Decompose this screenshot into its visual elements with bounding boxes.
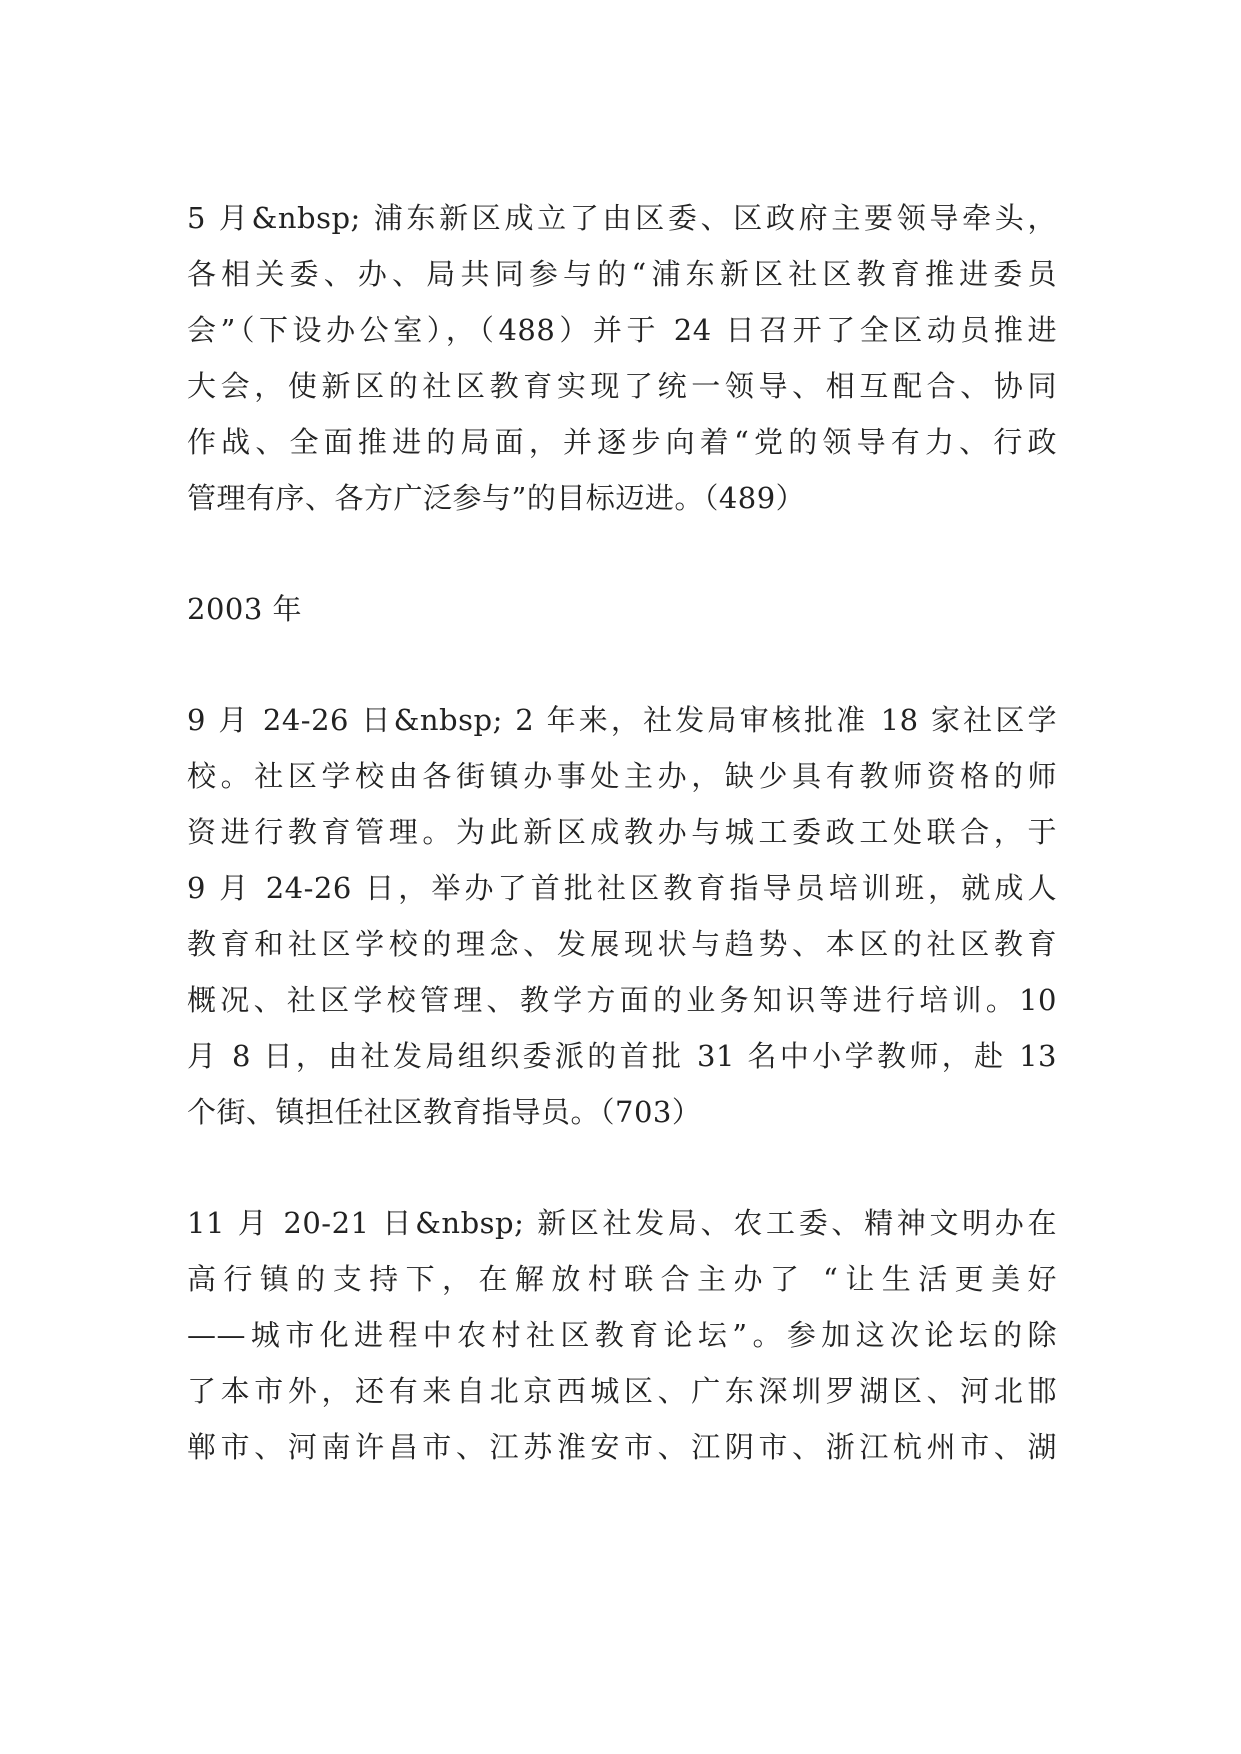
text-line: 校。社区学校由各街镇办事处主办，缺少具有教师资格的师 bbox=[187, 759, 1057, 793]
year-heading-text: 2003 年 bbox=[187, 592, 303, 626]
text-line: 作战、全面推进的局面，并逐步向着“党的领导有力、行政 bbox=[187, 425, 1057, 459]
text-line: 月 8 日，由社发局组织委派的首批 31 名中小学教师，赴 13 bbox=[187, 1039, 1057, 1073]
text-line: 各相关委、办、局共同参与的“浦东新区社区教育推进委员 bbox=[187, 257, 1057, 291]
paragraph-november-forum bbox=[187, 1195, 1057, 1475]
text-line: 了本市外，还有来自北京西城区、广东深圳罗湖区、河北邯 bbox=[187, 1374, 1057, 1408]
text-line: 9 月 24-26 日&nbsp; 2 年来，社发局审核批准 18 家社区学 bbox=[187, 703, 1057, 737]
text-line: 资进行教育管理。为此新区成教办与城工委政工处联合，于 bbox=[187, 815, 1057, 849]
year-heading bbox=[187, 581, 1057, 637]
text-line: 高行镇的支持下，在解放村联合主办了 “让生活更美好 bbox=[187, 1262, 1057, 1296]
text-line: 5 月&nbsp; 浦东新区成立了由区委、区政府主要领导牵头， bbox=[187, 201, 1057, 235]
text-line: 会”（下设办公室），（488）并于 24 日召开了全区动员推进 bbox=[187, 313, 1057, 347]
text-line: 管理有序、各方广泛参与”的目标迈进。（489） bbox=[187, 481, 806, 515]
text-line: 大会，使新区的社区教育实现了统一领导、相互配合、协同 bbox=[187, 369, 1057, 403]
paragraph-may-committee bbox=[187, 190, 1057, 526]
document-body bbox=[187, 190, 1057, 1475]
text-line: 概况、社区学校管理、教学方面的业务知识等进行培训。10 bbox=[187, 983, 1057, 1017]
text-line: ——城市化进程中农村社区教育论坛”。参加这次论坛的除 bbox=[187, 1318, 1057, 1352]
paragraph-september-training bbox=[187, 692, 1057, 1140]
text-line: 11 月 20-21 日&nbsp; 新区社发局、农工委、精神文明办在 bbox=[187, 1206, 1057, 1240]
text-line: 9 月 24-26 日，举办了首批社区教育指导员培训班，就成人 bbox=[187, 871, 1057, 905]
text-line: 教育和社区学校的理念、发展现状与趋势、本区的社区教育 bbox=[187, 927, 1057, 961]
text-line: 个街、镇担任社区教育指导员。（703） bbox=[187, 1095, 702, 1129]
text-line: 郸市、河南许昌市、江苏淮安市、江阴市、浙江杭州市、湖 bbox=[187, 1430, 1057, 1464]
